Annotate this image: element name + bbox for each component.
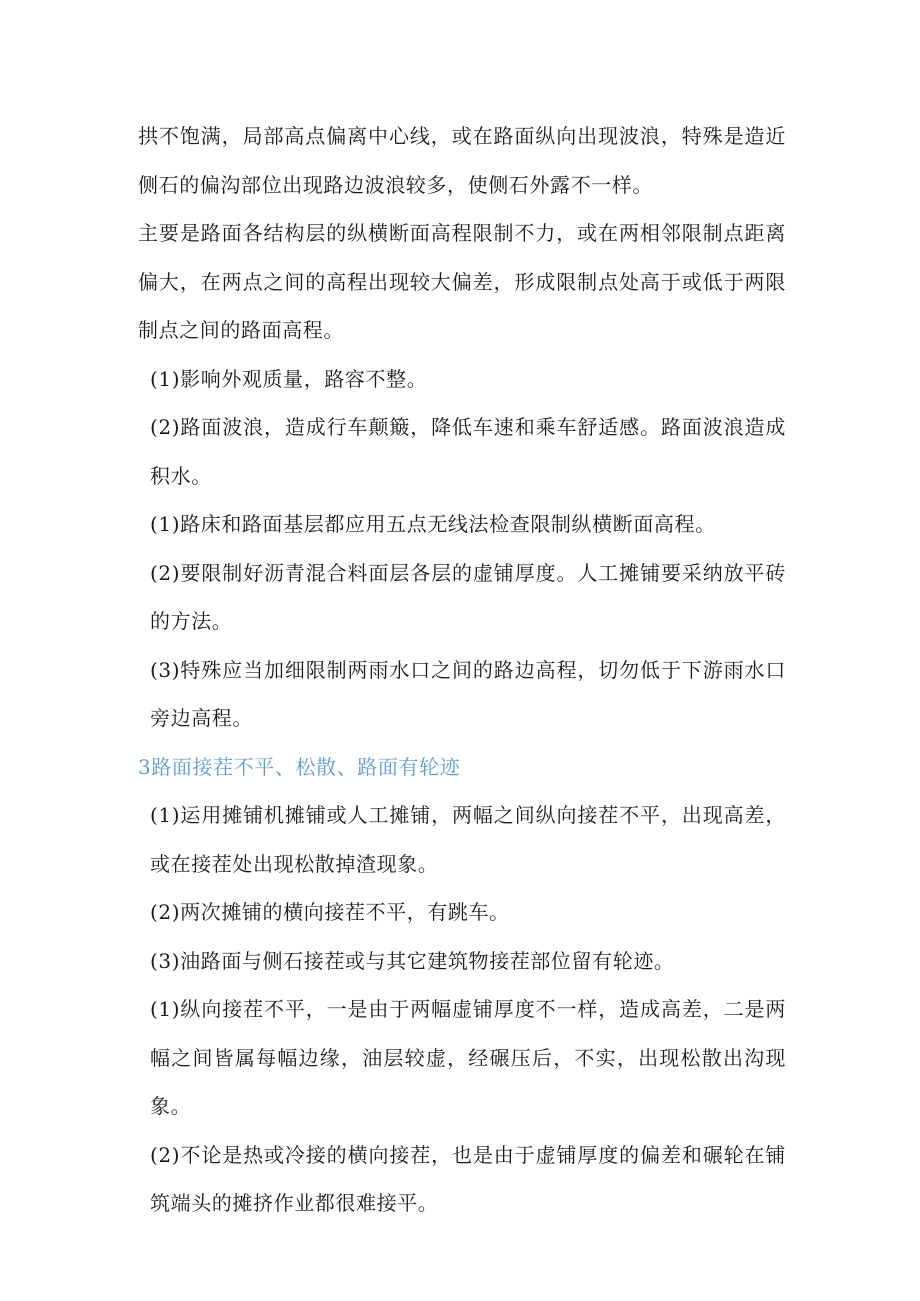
paragraph-joint-3: (3)油路面与侧石接茬或与其它建筑物接茬部位留有轮迹。 <box>150 948 675 973</box>
paragraph-road-arch: 拱不饱满，局部高点偏离中心线，或在路面纵向出现波浪，特殊是造近侧石的偏沟部位出现路边波浪较多，使侧石外露不一样。 <box>138 124 786 197</box>
paragraph-measure-3: (3)特殊应当加细限制两雨水口之间的路边高程，切勿低于下游雨水口旁边高程。 <box>150 657 786 730</box>
paragraph-cause-elevation: 主要是路面各结构层的纵横断面高程限制不力，或在两相邻限制点距离偏大，在两点之间的高程出现较大偏差，形成限制点处高于或低于两限制点之间的路面高程。 <box>138 221 786 342</box>
paragraph-measure-2: (2)要限制好沥青混合料面层各层的虚铺厚度。人工摊铺要采纳放平砖的方法。 <box>150 560 786 633</box>
paragraph-joint-2: (2)两次摊铺的横向接茬不平，有跳车。 <box>150 900 510 924</box>
document-body <box>138 112 786 1228</box>
paragraph-measure-1: (1)路床和路面基层都应用五点无线法检查限制纵横断面高程。 <box>150 512 716 536</box>
paragraph-joint-1: (1)运用摊铺机摊铺或人工摊铺，两幅之间纵向接茬不平，出现高差，或在接茬处出现松散掉渣现象。 <box>150 803 786 876</box>
paragraph-effect-1: (1)影响外观质量，路容不整。 <box>150 366 428 391</box>
paragraph-cause-2: (2)不论是热或冷接的横向接茬，也是由于虚铺厚度的偏差和碾轮在铺筑端头的摊挤作业都很难接平。 <box>150 1142 786 1215</box>
section-heading: 3路面接茬不平、松散、路面有轮迹 <box>138 754 461 779</box>
paragraph-effect-2: (2)路面波浪，造成行车颠簸，降低车速和乘车舒适感。路面波浪造成积水。 <box>150 415 786 488</box>
paragraph-cause-1: (1)纵向接茬不平，一是由于两幅虚铺厚度不一样，造成高差，二是两幅之间皆属每幅边缘，油层较虚，经碾压后，不实，出现松散出沟现象。 <box>150 997 786 1118</box>
